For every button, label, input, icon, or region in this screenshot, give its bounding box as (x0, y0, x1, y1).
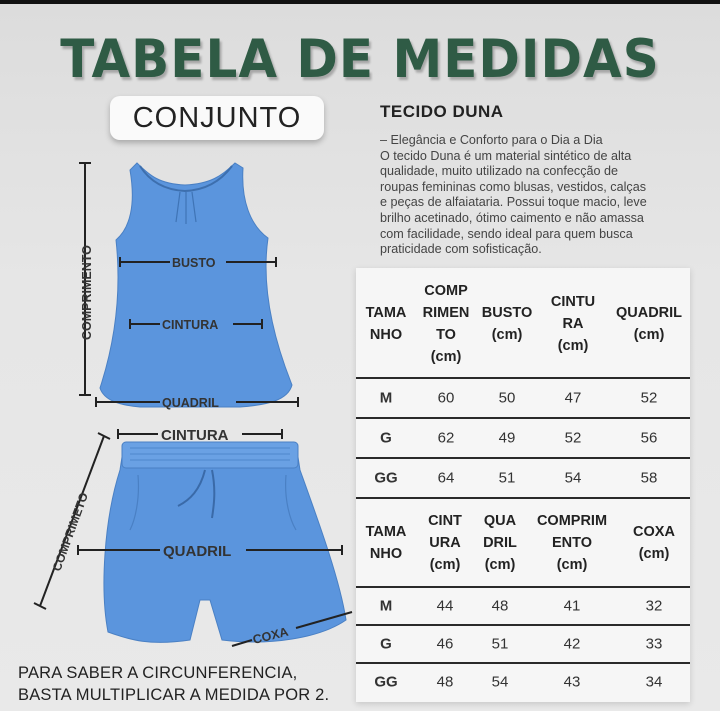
header-cell-line: COMP (424, 283, 468, 299)
header-cell-line: RA (562, 316, 584, 332)
thigh-label: COXA (251, 624, 290, 647)
header-cell-line: BUSTO (481, 305, 533, 321)
table-cell: 43 (563, 673, 581, 691)
table-cell: 41 (563, 597, 581, 615)
header-cell-line: (cm) (557, 338, 589, 354)
short-hip-label: QUADRIL (163, 543, 232, 560)
table-cell: 33 (645, 635, 663, 653)
header-cell-line: NHO (369, 327, 403, 343)
table-cell: 49 (498, 429, 516, 447)
header-cell (608, 302, 690, 346)
short-table-row (356, 588, 690, 624)
header-cell (474, 510, 526, 576)
header-cell-line: (cm) (638, 546, 670, 562)
header-cell-line: CINTU (550, 294, 596, 310)
table-cell: 32 (645, 597, 663, 615)
size-table (356, 268, 690, 702)
header-cell (538, 291, 608, 357)
table-cell: GG (374, 469, 398, 487)
header-cell (416, 280, 476, 368)
header-cell-line: QUA (483, 513, 517, 529)
table-cell: 60 (437, 389, 455, 407)
top-border (0, 0, 720, 4)
table-cell: 34 (645, 673, 663, 691)
top-length-label: COMPRIMENTO (80, 245, 94, 340)
table-cell: 64 (437, 469, 455, 487)
header-cell (356, 521, 416, 565)
table-cell: M (379, 597, 393, 615)
fabric-description (380, 133, 700, 258)
set-badge: CONJUNTO (110, 96, 324, 140)
top-waist-label: CINTURA (162, 318, 219, 332)
top-table-row (356, 419, 690, 457)
footer-line: PARA SABER A CIRCUNFERENCIA, (18, 664, 298, 682)
table-cell: 44 (436, 597, 454, 615)
bust-label: BUSTO (172, 256, 216, 270)
fabric-line: praticidade com sofisticação. (380, 242, 542, 257)
header-cell (526, 510, 618, 576)
fabric-line: com facilidade, sendo ideal para quem busca (380, 226, 633, 241)
header-cell-line: ENTO (551, 535, 593, 551)
fabric-line: roupas femininas como blusas, vestidos, calças (380, 179, 646, 194)
header-cell (356, 302, 416, 346)
table-cell: 54 (491, 673, 509, 691)
table-cell: 51 (498, 469, 516, 487)
fabric-line: brilho acetinado, ótimo caimento e não amassa (380, 210, 644, 225)
fabric-title: TECIDO DUNA (380, 102, 504, 121)
header-cell-line: NHO (369, 546, 403, 562)
header-cell-line: QUADRIL (615, 305, 683, 321)
header-cell-line: TO (436, 327, 456, 343)
short-table-row (356, 664, 690, 700)
header-cell-line: (cm) (556, 557, 588, 573)
table-cell: G (380, 429, 392, 447)
table-cell: 56 (640, 429, 658, 447)
top-table-header (356, 272, 690, 376)
header-cell-line: (cm) (429, 557, 461, 573)
table-cell: 48 (491, 597, 509, 615)
table-cell: 58 (640, 469, 658, 487)
fabric-line: O tecido Duna é um material sintético de alta (380, 148, 632, 163)
header-cell-line: (cm) (430, 349, 462, 365)
garment-diagram (0, 150, 360, 650)
table-cell: 62 (437, 429, 455, 447)
top-table-row (356, 379, 690, 417)
header-cell-line: TAMA (365, 305, 407, 321)
table-cell: 54 (564, 469, 582, 487)
table-cell: M (379, 389, 393, 407)
footer-note (18, 662, 329, 706)
tank-top-illustration (100, 163, 292, 407)
header-cell (618, 521, 690, 565)
table-cell: 52 (640, 389, 658, 407)
header-cell-line: DRIL (483, 535, 517, 551)
header-cell-line: COMPRIM (536, 513, 608, 529)
short-waist-label: CINTURA (161, 427, 229, 444)
short-table-row (356, 626, 690, 662)
header-cell-line: (cm) (484, 557, 516, 573)
fabric-line: – Elegância e Conforto para o Dia a Dia (380, 133, 603, 147)
short-length-label: COMPRIMETO (49, 490, 92, 574)
header-cell-line: URA (429, 535, 461, 551)
page-title: TABELA DE MEDIDAS (60, 28, 660, 90)
table-cell: 48 (436, 673, 454, 691)
top-table-row (356, 459, 690, 497)
table-cell: 46 (436, 635, 454, 653)
table-cell: G (380, 635, 392, 653)
footer-line: BASTA MULTIPLICAR A MEDIDA POR 2. (18, 686, 330, 704)
top-hip-label: QUADRIL (162, 396, 219, 410)
header-cell-line: COXA (633, 524, 675, 540)
header-cell (476, 302, 538, 346)
header-cell-line: TAMA (365, 524, 407, 540)
table-cell: 51 (491, 635, 509, 653)
row-separator (356, 497, 690, 499)
table-cell: 52 (564, 429, 582, 447)
table-cell: 47 (564, 389, 582, 407)
header-cell-line: (cm) (633, 327, 665, 343)
short-table-header (356, 501, 690, 585)
table-cell: 42 (563, 635, 581, 653)
fabric-line: e peças de alfaiataria. Possui toque macio, leve (380, 195, 647, 210)
fabric-line: qualidade, muito utilizado na confecção de (380, 164, 619, 179)
header-cell-line: (cm) (491, 327, 523, 343)
header-cell-line: RIMEN (422, 305, 470, 321)
header-cell (416, 510, 474, 576)
table-cell: 50 (498, 389, 516, 407)
table-cell: GG (374, 673, 398, 691)
header-cell-line: CINT (428, 513, 462, 529)
